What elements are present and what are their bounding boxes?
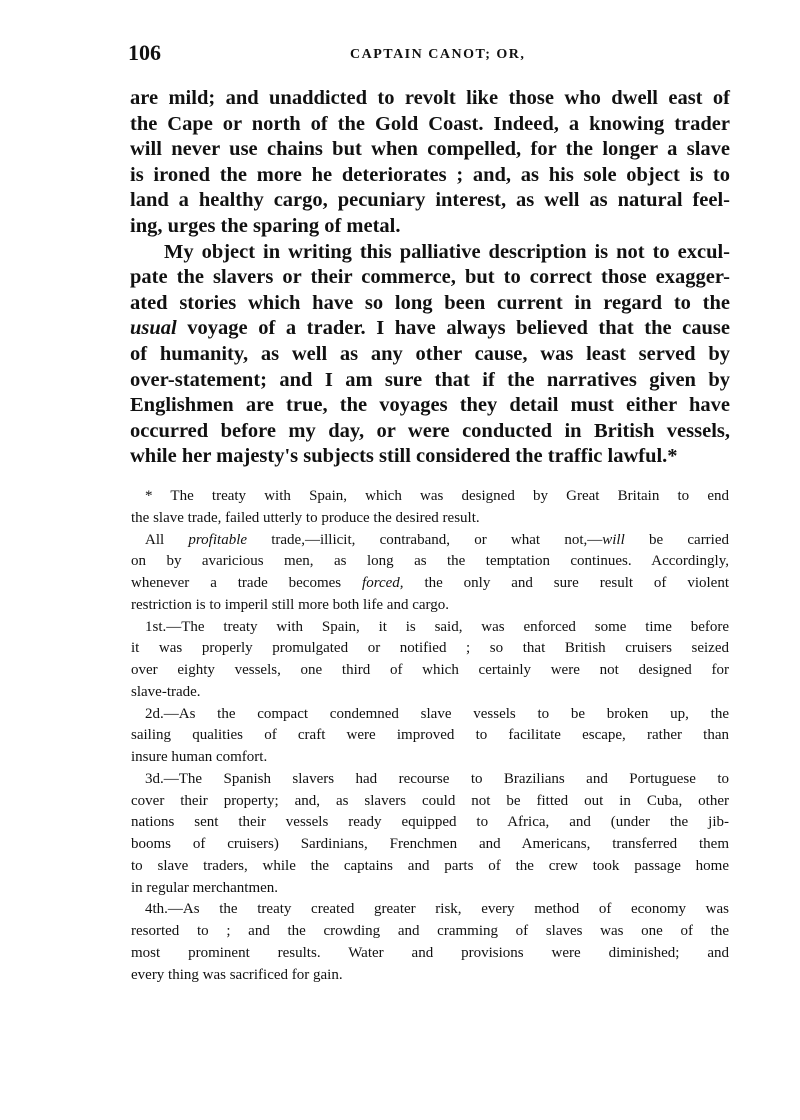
text-run: over eighty vessels, one third of which certainly were not designed for <box>131 662 729 678</box>
body-line <box>130 265 730 289</box>
text-run: sailing qualities of craft were improved to facilitate escape, rather than <box>131 727 729 744</box>
text-run: 1st.—The treaty with Spain, it is said, was enforced some time before <box>145 618 729 635</box>
footnote-line <box>131 551 729 571</box>
footnote-line <box>145 530 729 550</box>
text-run: of humanity, as well as any other cause, was least served by <box>130 343 730 365</box>
body-line <box>130 342 730 366</box>
footnote-line <box>145 704 729 724</box>
footnote-line <box>145 486 729 506</box>
text-run: Englishmen are true, the voyages they detail must either have <box>130 394 730 417</box>
text-run: whenever a trade becomes <box>131 575 363 591</box>
text-run: voyage of a trader. I have always believed that the cause <box>176 317 730 340</box>
footnote-line <box>131 660 729 680</box>
text-run: trade,—illicit, contraband, or what not,— <box>247 531 603 548</box>
text-run: every thing was sacrificed for gain. <box>131 966 343 983</box>
text-run: on by avaricious men, as long as the temptation continues. Accordingly, <box>131 553 729 570</box>
body-line <box>130 188 730 212</box>
footnote-line <box>131 791 729 811</box>
text-run: * The treaty with Spain, which was designed by Great Britain to end <box>145 488 729 504</box>
footnote-line <box>131 834 729 854</box>
text-run: be carried <box>624 531 730 548</box>
footnote-line <box>131 682 201 702</box>
running-title: CAPTAIN CANOT; OR, <box>350 47 526 62</box>
page-number: 106 <box>128 40 161 65</box>
footnote-line <box>131 812 729 832</box>
text-run: over-statement; and I am sure that if the narratives given by <box>130 368 730 391</box>
footnote-line <box>131 595 449 615</box>
body-line <box>130 86 730 110</box>
text-run: in regular merchantmen. <box>131 879 279 896</box>
text-run: is ironed the more he deteriorates ; and, as his sole object is to <box>130 163 730 186</box>
body-line <box>130 444 678 468</box>
footnote-line <box>131 965 343 985</box>
text-run: it was properly promulgated or notified ; so that British cruisers seized <box>131 640 729 657</box>
body-line <box>130 112 730 136</box>
footnote-line <box>145 769 729 789</box>
body-line <box>130 137 730 161</box>
text-run: resorted to ; and the crowding and cramming of slaves was one of the <box>131 923 729 939</box>
footnote-line <box>131 725 729 745</box>
footnote-line <box>145 899 729 919</box>
italic-text: profitable <box>188 531 248 548</box>
footnote-line <box>131 573 729 593</box>
text-run: 4th.—As the treaty created greater risk, every method of economy was <box>145 901 729 918</box>
footnote-line <box>131 508 480 528</box>
italic-text: forced, <box>362 575 404 591</box>
footnote-line <box>131 747 267 767</box>
text-run: slave-trade. <box>131 683 201 700</box>
text-run: nations sent their vessels ready equipped to Africa, and (under the jib- <box>131 814 729 831</box>
text-run: the only and sure result of violent <box>403 575 729 591</box>
body-line <box>130 291 730 315</box>
text-run: 2d.—As the compact condemned slave vessels to be broken up, the <box>145 705 729 722</box>
text-run: land a healthy cargo, pecuniary interest, as well as natural feel- <box>130 189 730 212</box>
footnote-line <box>131 638 729 658</box>
body-line <box>130 316 730 340</box>
text-run: ated stories which have so long been current in regard to the <box>130 291 730 314</box>
italic-text: usual <box>130 317 177 340</box>
footnote-line <box>131 856 729 876</box>
body-line <box>130 368 730 392</box>
text-run: pate the slavers or their commerce, but to correct those exagger- <box>130 266 730 289</box>
body-line <box>130 393 730 417</box>
italic-text: will <box>602 531 625 548</box>
text-run: most prominent results. Water and provisions were diminished; and <box>131 944 729 961</box>
footnote-line <box>131 878 278 898</box>
text-run: restriction is to imperil still more both life and cargo. <box>131 596 449 613</box>
text-run: ing, urges the sparing of metal. <box>130 215 401 237</box>
body-line <box>130 214 400 238</box>
body-line <box>130 163 730 187</box>
text-run: the slave trade, failed utterly to produce the desired result. <box>131 509 480 526</box>
text-run: the Cape or north of the Gold Coast. Indeed, a knowing trader <box>130 112 730 135</box>
footnote-line <box>131 921 729 941</box>
text-run: while her majesty's subjects still considered the traffic lawful.* <box>130 445 678 468</box>
body-line <box>164 240 730 264</box>
footnote-line <box>131 943 729 963</box>
text-run: My object in writing this palliative description is not to excul- <box>164 240 730 263</box>
text-run: are mild; and unaddicted to revolt like those who dwell east of <box>130 87 730 109</box>
text-run: to slave traders, while the captains and parts of the crew took passage home <box>131 857 729 874</box>
text-run: All <box>145 531 189 548</box>
text-run: insure human comfort. <box>131 749 268 765</box>
body-line <box>130 419 730 443</box>
text-run: booms of cruisers) Sardinians, Frenchmen and Americans, transferred them <box>131 836 729 852</box>
footnote-line <box>145 617 729 637</box>
text-run: 3d.—The Spanish slavers had recourse to Brazilians and Portuguese to <box>145 770 729 787</box>
text-run: cover their property; and, as slavers could not be fitted out in Cuba, other <box>131 792 729 809</box>
text-run: will never use chains but when compelled, for the longer a slave <box>130 138 730 161</box>
text-run: occurred before my day, or were conducted in British vessels, <box>130 419 730 442</box>
